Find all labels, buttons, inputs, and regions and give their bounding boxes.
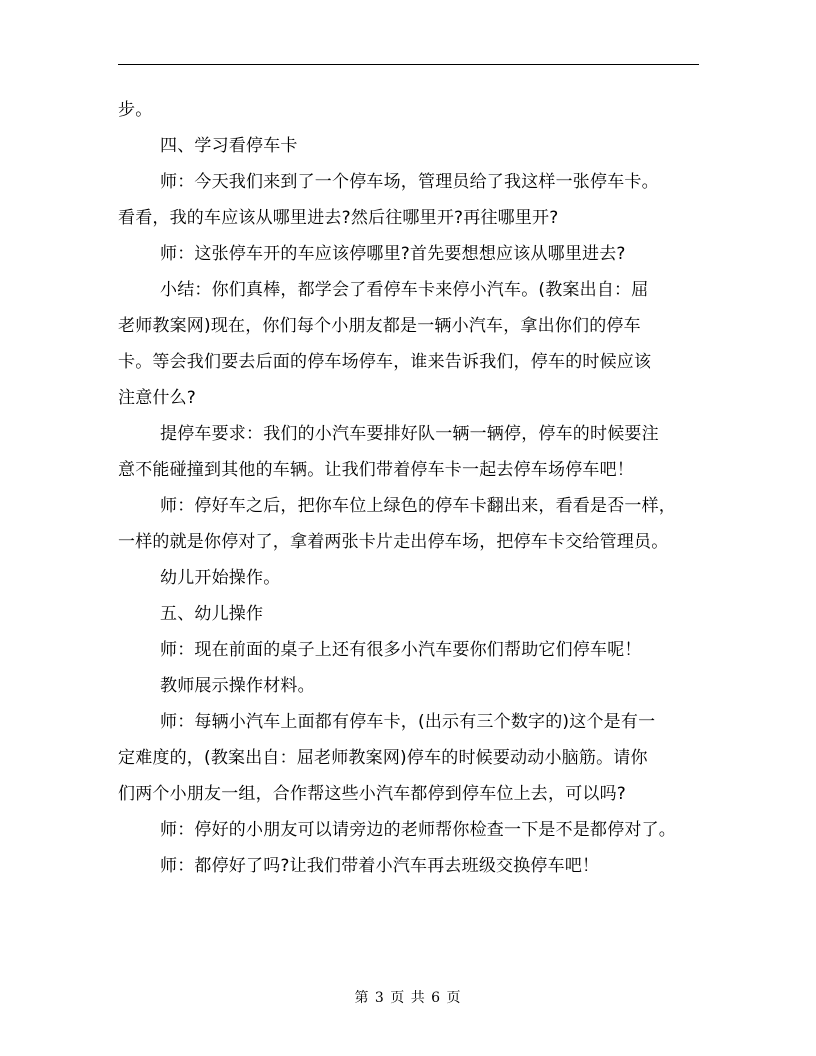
text-line: 教师展示操作材料。 [160, 676, 315, 696]
text-line: 提停车要求：我们的小汽车要排好队一辆一辆停，停车的时候要注 [160, 424, 659, 444]
page-number-footer: 第 3 页 共 6 页 [354, 990, 462, 1006]
text-line: 定难度的，(教案出自：屈老师教案网)停车的时候要动动小脑筋。请你 [118, 748, 648, 768]
text-line: 看看，我的车应该从哪里进去?然后往哪里开?再往哪里开? [118, 208, 559, 228]
document-body [118, 92, 699, 884]
text-line: 意不能碰撞到其他的车辆。让我们带着停车卡一起去停车场停车吧！ [118, 460, 634, 480]
header-divider [118, 64, 699, 65]
text-line: 师：都停好了吗?让我们带着小汽车再去班级交换停车吧！ [160, 856, 600, 876]
text-line: 师：停好车之后，把你车位上绿色的停车卡翻出来，看看是否一样， [160, 496, 676, 516]
text-line: 师：今天我们来到了一个停车场，管理员给了我这样一张停车卡。 [160, 172, 659, 192]
text-line: 步。 [118, 100, 153, 120]
section-heading: 五、幼儿操作 [160, 604, 264, 624]
text-line: 一样的就是你停对了，拿着两张卡片走出停车场，把停车卡交给管理员。 [118, 532, 669, 552]
text-line: 师：现在前面的桌子上还有很多小汽车要你们帮助它们停车呢！ [160, 640, 642, 660]
text-line: 注意什么? [118, 388, 197, 408]
text-line: 幼儿开始操作。 [160, 568, 281, 588]
text-line: 们两个小朋友一组，合作帮这些小汽车都停到停车位上去，可以吗? [118, 784, 627, 804]
text-line: 师：这张停车开的车应该停哪里?首先要想想应该从哪里进去? [160, 244, 626, 264]
text-line: 卡。等会我们要去后面的停车场停车，谁来告诉我们，停车的时候应该 [118, 352, 652, 372]
text-line: 老师教案网)现在，你们每个小朋友都是一辆小汽车，拿出你们的停车 [118, 316, 641, 336]
section-heading: 四、学习看停车卡 [160, 136, 298, 156]
text-line: 师：停好的小朋友可以请旁边的老师帮你检查一下是不是都停对了。 [160, 820, 676, 840]
text-line: 小结：你们真棒，都学会了看停车卡来停小汽车。(教案出自：屈 [160, 280, 649, 300]
text-line: 师：每辆小汽车上面都有停车卡，(出示有三个数字的)这个是有一 [160, 712, 656, 732]
